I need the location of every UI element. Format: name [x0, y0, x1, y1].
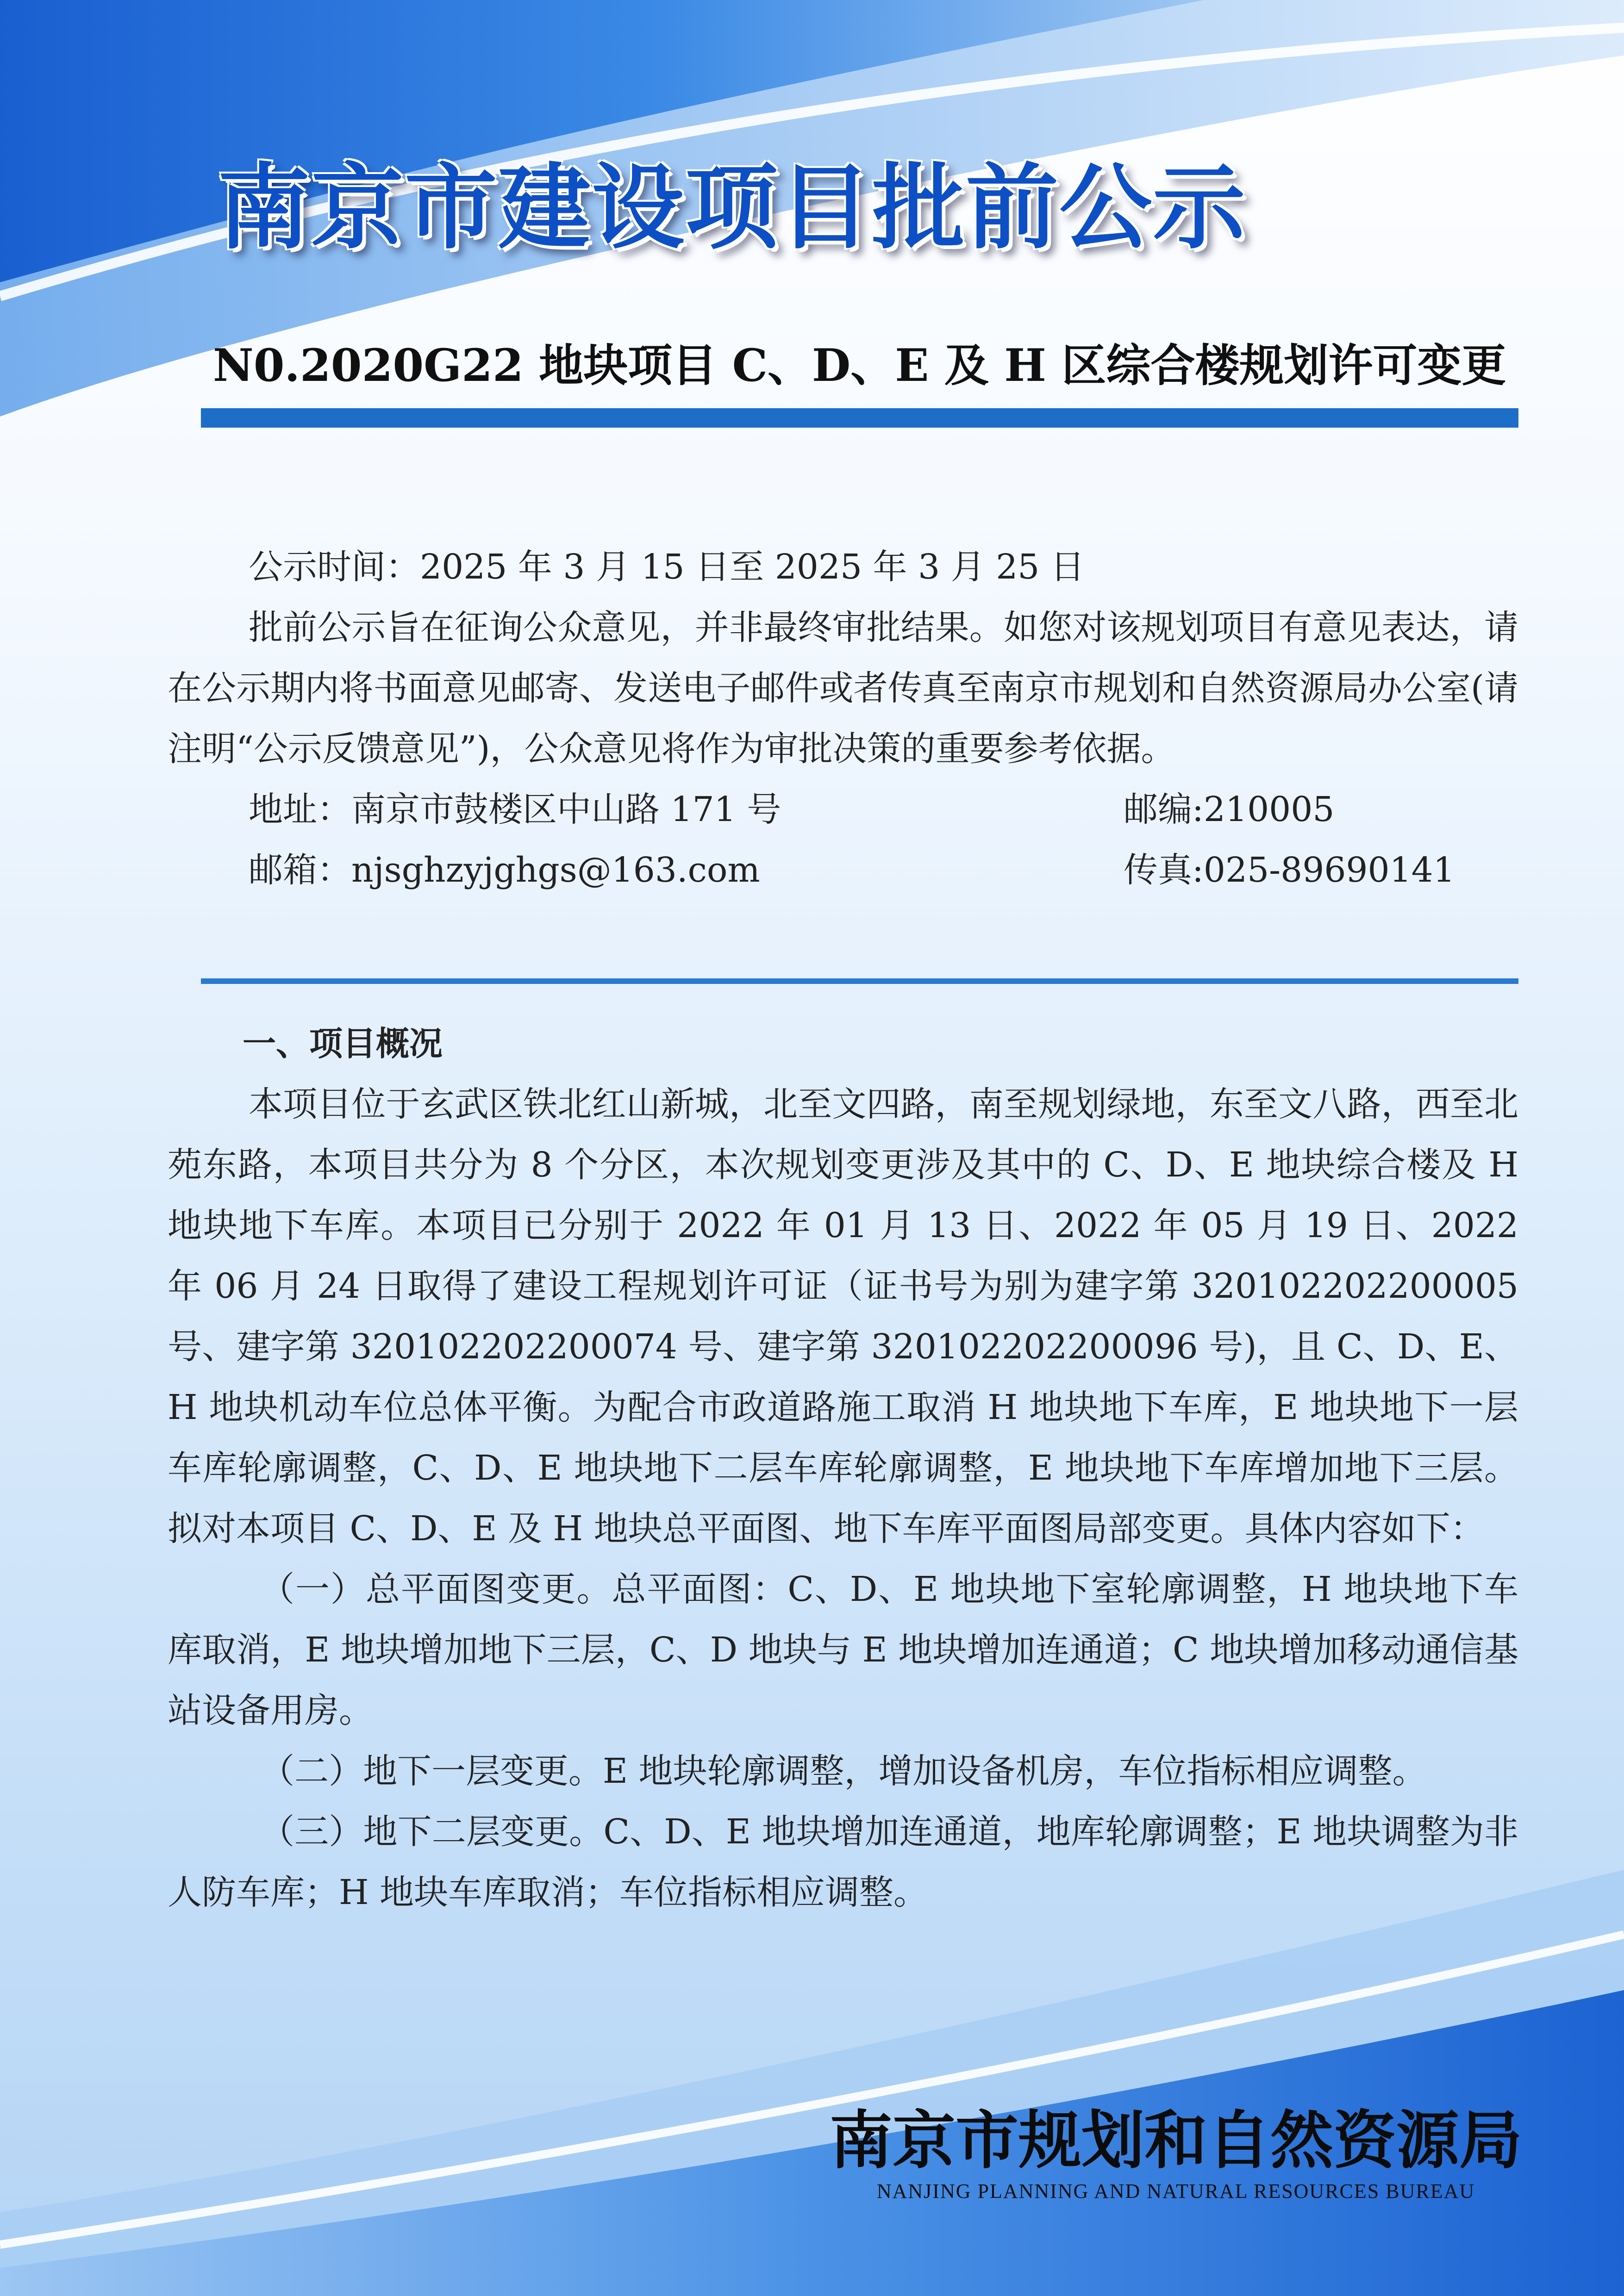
- overview-paragraph: 本项目位于玄武区铁北红山新城，北至文四路，南至规划绿地，东至文八路，西至北苑东路，本项目共分为 8 个分区，本次规划变更涉及其中的 C、D、E 地块综合楼及 H 地块地下车库。本项目已分别于 2022 年 01 月 13 日、2022 年 05 月 19 日、2022 年 06 月 24 日取得了建设工程规划许可证（证书号为别为建字第 320102202200005 号、建字第 320102202200074 号、建字第 320102202200096 号)，且 C、D、E、H 地块机动车位总体平衡。为配合市政道路施工取消 H 地块地下车库，E 地块地下一层车库轮廓调整，C、D、E 地块地下二层车库轮廓调整，E 地块地下车库增加地下三层。拟对本项目 C、D、E 及 H 地块总平面图、地下车库平面图局部变更。具体内容如下：: [168, 1084, 1518, 1549]
- notice-section: [168, 537, 1518, 901]
- contact-row-2: [168, 840, 1518, 901]
- notice-intro: 批前公示旨在征询公众意见，并非最终审批结果。如您对该规划项目有意见表达，请在公示期内将书面意见邮寄、发送电子邮件或者传真至南京市规划和自然资源局办公室(请注明“公示反馈意见”)，公众意见将作为审批决策的重要参考依据。: [168, 608, 1518, 769]
- email-text[interactable]: 邮箱：njsghzyjghgs@163.com: [249, 850, 760, 890]
- change-item-2: （二）地下一层变更。E 地块轮廓调整，增加设备机房，车位指标相应调整。: [260, 1751, 1427, 1791]
- overview-section: [168, 1014, 1518, 1923]
- address-text: 地址：南京市鼓楼区中山路 171 号: [249, 790, 781, 829]
- contact-row-1: [168, 779, 1518, 840]
- change-item-1: （一）总平面图变更。总平面图：C、D、E 地块地下室轮廓调整，H 地块地下车库取消，E 地块增加地下三层，C、D 地块与 E 地块增加连通道；C 地块增加移动通信基站设备用房。: [168, 1569, 1518, 1730]
- section-divider: [201, 978, 1518, 984]
- project-subtitle: N0.2020G22 地块项目 C、D、E 及 H 区综合楼规划许可变更: [213, 339, 1506, 392]
- overview-heading: 一、项目概况: [243, 1024, 443, 1063]
- page-title: 南京市建设项目批前公示: [218, 154, 1247, 262]
- fax-text: 传真:025-89690141: [1124, 850, 1455, 890]
- footer-org-en: NANJING PLANNING AND NATURAL RESOURCES BUREAU: [876, 2180, 1475, 2203]
- change-item-3: （三）地下二层变更。C、D、E 地块增加连通道，地库轮廓调整；E 地块调整为非人防车库；H 地块车库取消；车位指标相应调整。: [168, 1812, 1518, 1912]
- title-divider: [201, 408, 1518, 428]
- notice-period: 公示时间：2025 年 3 月 15 日至 2025 年 3 月 25 日: [249, 547, 1085, 587]
- footer-org-cn: 南京市规划和自然资源局: [830, 2103, 1522, 2178]
- postcode-text: 邮编:210005: [1124, 790, 1335, 829]
